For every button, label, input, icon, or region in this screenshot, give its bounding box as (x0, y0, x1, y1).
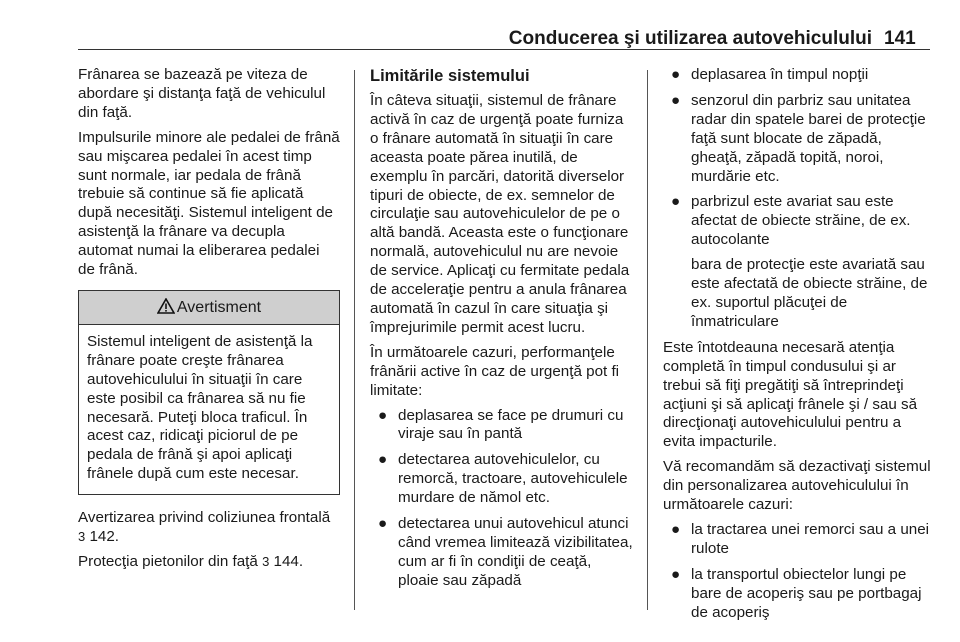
bullet-icon: ● (671, 66, 681, 83)
warning-header (79, 291, 339, 325)
paragraph: Frânarea se bazează pe viteza de abordare şi distanţa faţă de vehiculul din faţă. (78, 66, 326, 121)
reference-page: 142. (89, 528, 120, 546)
cross-reference[interactable] (78, 553, 340, 572)
list-item (663, 566, 931, 623)
list-item (663, 521, 931, 559)
section-heading: Limitările sistemului (370, 67, 530, 85)
header-title: Conducerea şi utilizarea autovehiculului (508, 28, 872, 49)
reference-page: 144. (273, 552, 304, 570)
warning-text: Sistemul inteligent de asistenţă la frânare poate creşte frânarea autovehiculului în situaţii în care este posibil ca frânarea să nu fie necesară. Puteţi bloca traficul. În acest caz, ridicaţi piciorul de pe pedala de frână şi apoi aplicaţi frânele după cum este necesar. (87, 332, 313, 483)
bullet-list (370, 407, 634, 591)
column-1 (78, 66, 340, 578)
list-item-text: deplasarea în timpul nopţii (691, 66, 869, 83)
list-item-text: deplasarea se face pe drumuri cu viraje sau în pantă (398, 406, 624, 443)
bullet-list (663, 521, 931, 623)
list-item-text: detectarea autovehiculelor, cu remorcă, tractoare, autovehiculele murdare de nămol etc. (398, 451, 628, 507)
list-item (663, 66, 931, 85)
warning-box (78, 290, 340, 495)
list-item-text: senzorul din parbriz sau unitatea radar din spatele barei de protecţie faţă sunt blocate de zăpadă, gheaţă, zăpadă topită, noroi, murdărie etc. (691, 91, 926, 185)
page-ref-arrow-icon: 3 (78, 529, 86, 545)
column-divider (647, 70, 648, 610)
list-item-text: parbrizul este avariat sau este afectat de obiecte străine, de ex. autocolante (691, 193, 911, 249)
list-item-subtext: bara de protecţie este avariată sau este afectată de obiecte străine, de ex. suportul plăcuţei de înmatriculare (691, 256, 928, 330)
cross-reference[interactable] (78, 509, 340, 547)
column-2 (370, 66, 634, 598)
warning-title: Avertisment (176, 298, 262, 316)
list-item-text: la transportul obiectelor lungi pe bare de acoperiş sau pe portbagaj de acoperiş (691, 565, 922, 621)
column-3 (663, 66, 931, 629)
paragraph: Impulsurile minore ale pedalei de frână sau mişcarea pedalei în acest timp sunt normale, iar pedala de frână trebuie să continue să fie aplicată după necesităţi. Sistemul inteligent de asistenţă la frânare va decupla automat numai la eliberarea pedalei de frână. (78, 128, 340, 279)
list-item-text: la tractarea unei remorci sau a unei rulote (691, 520, 930, 557)
list-item (370, 407, 634, 445)
bullet-icon: ● (671, 91, 681, 109)
paragraph: În următoarele cazuri, performanţele frânării active în caz de urgenţă pot fi limitate: (370, 343, 620, 399)
list-item (370, 451, 634, 508)
page-number: 141 (884, 28, 916, 49)
list-item (663, 92, 931, 187)
bullet-list (663, 66, 931, 332)
bullet-icon: ● (378, 406, 388, 424)
list-item (663, 193, 931, 331)
column-divider (354, 70, 355, 610)
list-item-text: detectarea unui autovehicul atunci când vremea limitează vizibilitatea, cum ar fi în condiţii de ceaţă, ploaie sau zăpadă (398, 515, 633, 589)
bullet-icon: ● (378, 451, 388, 469)
paragraph: Vă recomandăm să dezactivaţi sistemul din personalizarea autovehiculului în următoarele cazuri: (663, 458, 931, 514)
reference-text: Avertizarea privind coliziunea frontală (78, 509, 331, 527)
bullet-icon: ● (671, 193, 681, 211)
bullet-icon: ● (671, 520, 681, 538)
page-ref-arrow-icon: 3 (262, 553, 270, 569)
paragraph: În câteva situaţii, sistemul de frânare activă în caz de urgenţă poate furniza o frânare automată în situaţii în care aceasta poate părea inutilă, de exemplu în parcări, datorită diverselor tipuri de obiecte, de ex. semnelor de circulaţie sau autovehiculelor de pe o altă bandă. Aceasta este o funcţionare normală, autovehiculul nu are nevoie de service. Aplicaţi cu fermitate pedala de acceleraţie pentru a anula frânarea automată în cazul în care situaţia şi împrejurimile permit acest lucru. (370, 92, 630, 336)
bullet-icon: ● (378, 515, 388, 533)
bullet-icon: ● (671, 565, 681, 583)
list-item (370, 515, 634, 591)
paragraph: Este întotdeauna necesară atenţia completă în timpul condusului şi ar trebui să fiţi pregătiţi să întreprindeţi acţiuni şi să aplicaţi frânele şi / sau să direcţionaţi autovehiculului pentru a evita impacturile. (663, 338, 918, 451)
reference-text: Protecţia pietonilor din faţă (78, 552, 258, 570)
header-rule (78, 49, 930, 50)
warning-triangle-icon (157, 298, 175, 314)
